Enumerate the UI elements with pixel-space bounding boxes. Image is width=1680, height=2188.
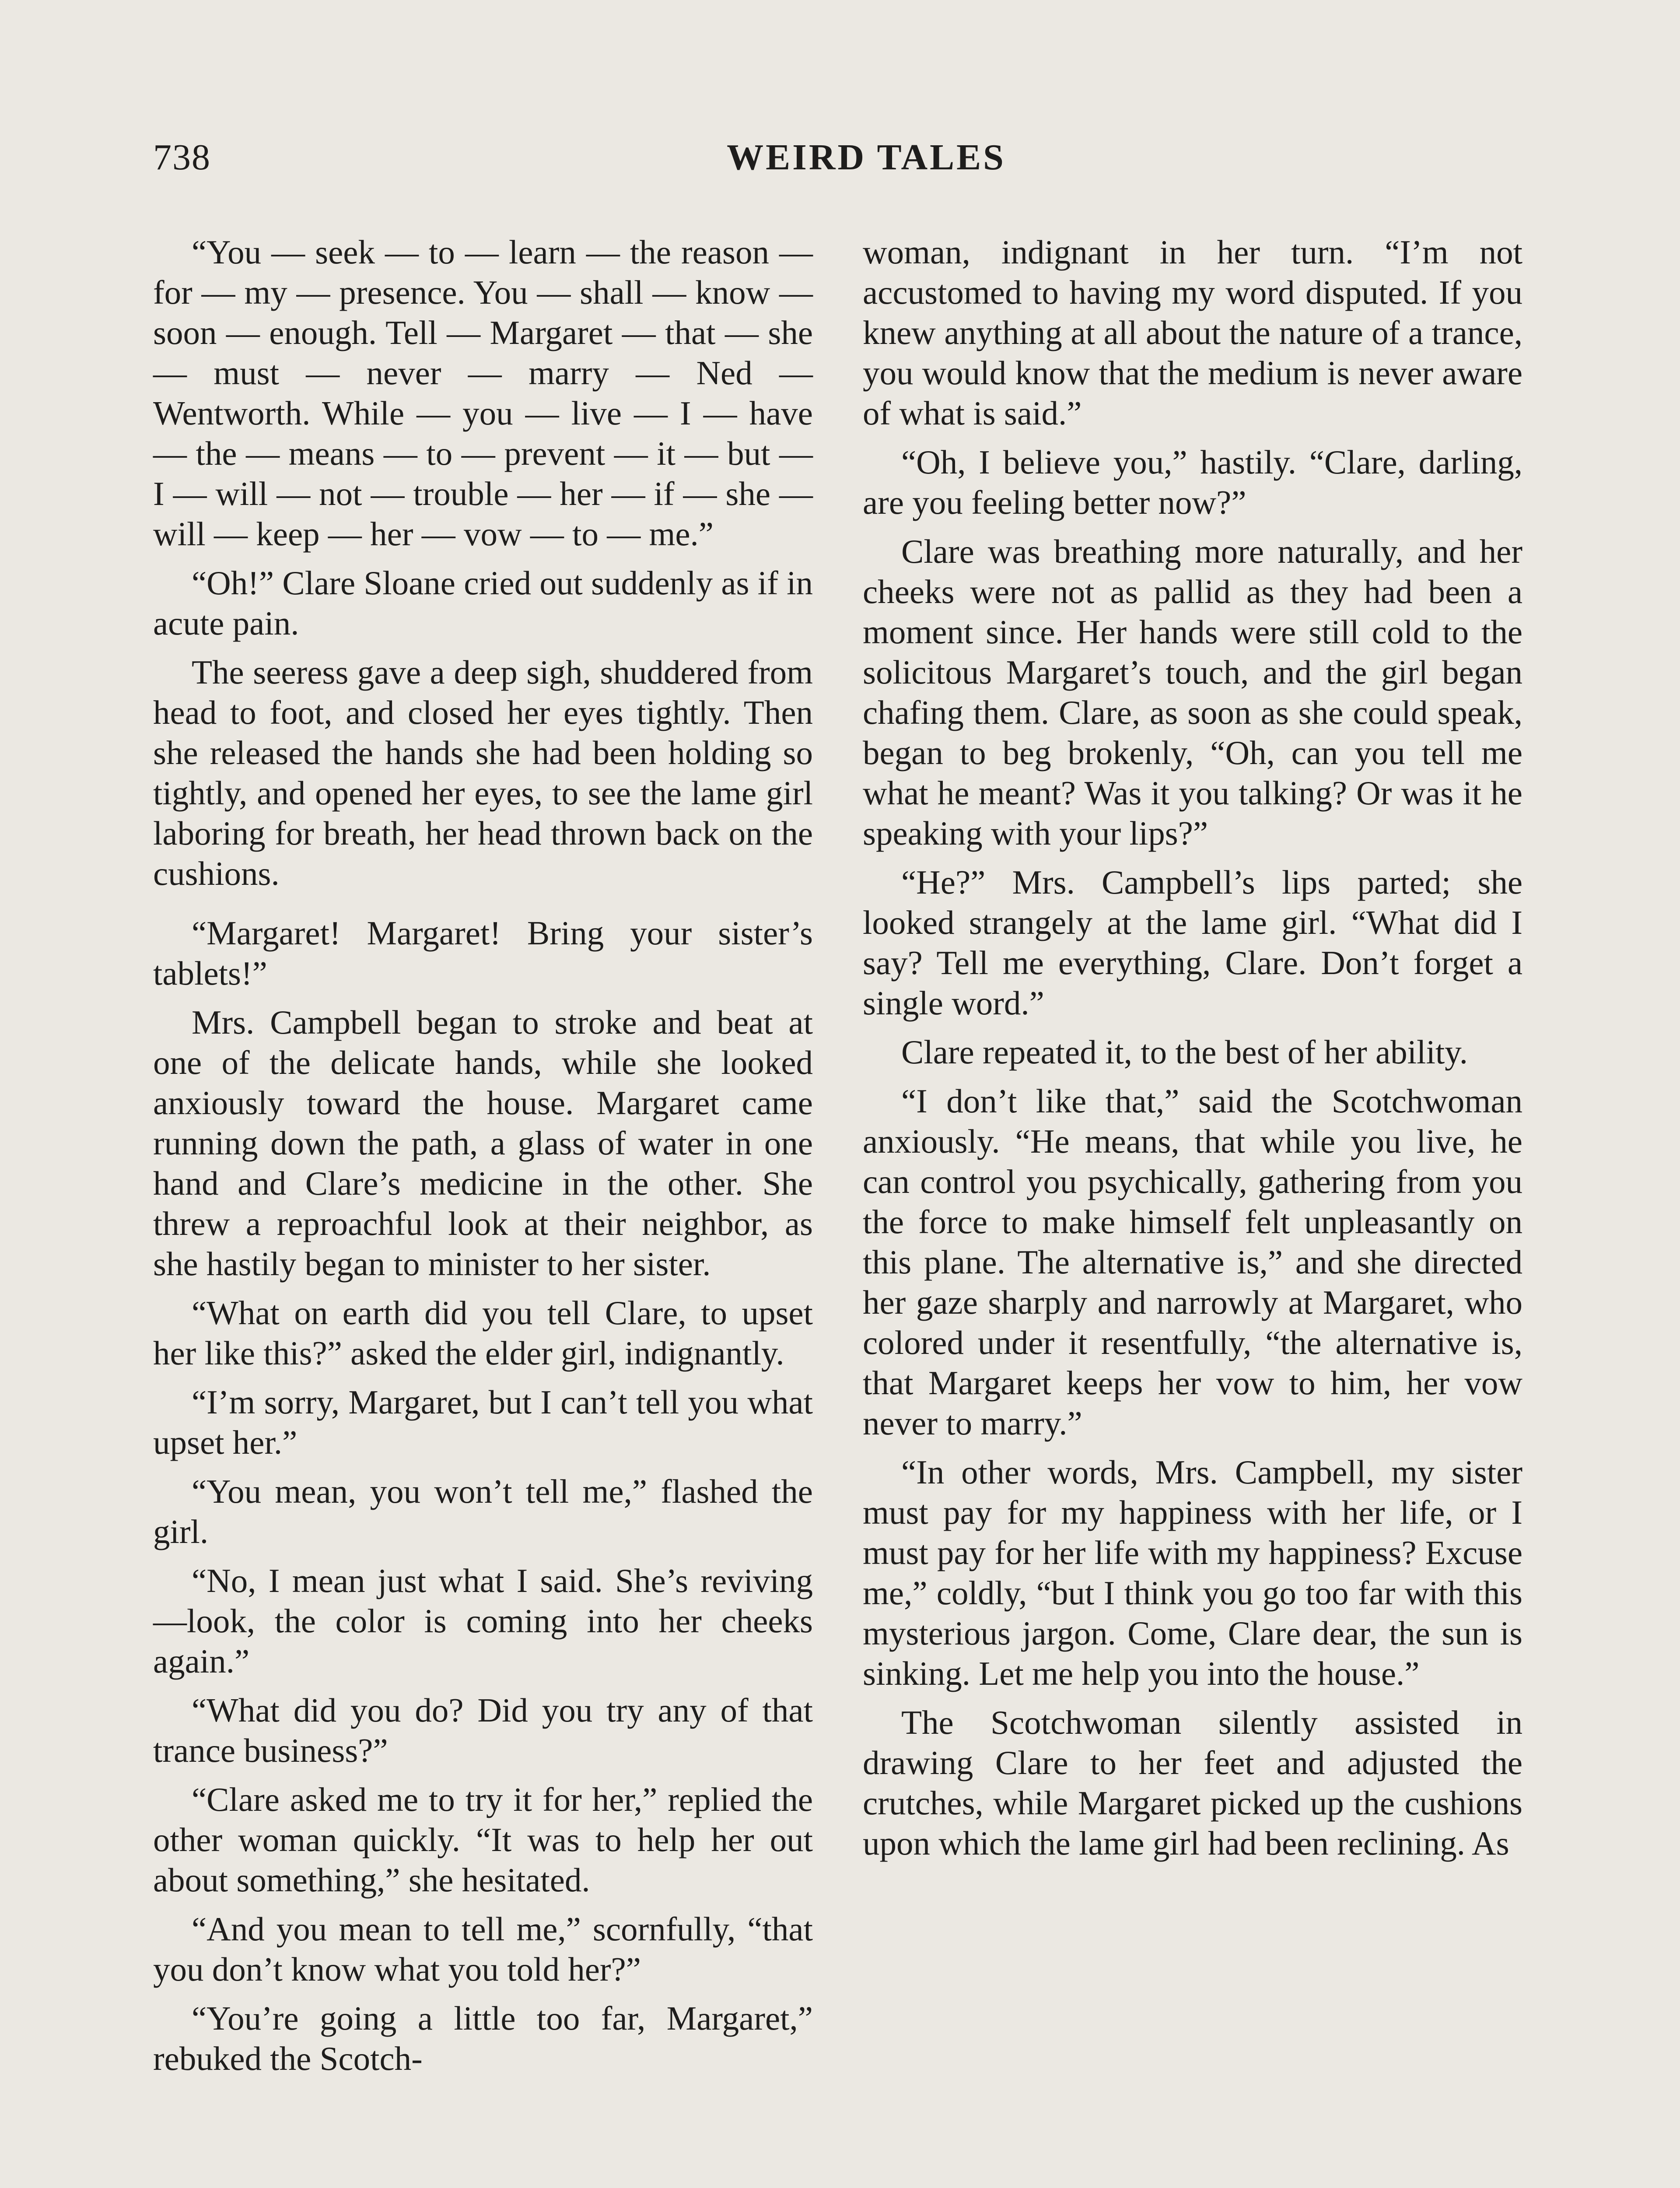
paragraph: “I don’t like that,” said the Scotchwoman anxiously. “He means, that while you live, he can control you psychically, gathering from you the force to make himself felt unpleasantly on this plane. The alternative is,” and she directed her gaze sharply and narrowly at Margaret, who colored under it resentfully, “the alternative is, that Margaret keeps her vow to him, her vow never to marry.” [863,1082,1522,1442]
paragraph: “No, I mean just what I said. She’s reviving—look, the color is coming into her cheeks again.” [153,1562,813,1680]
paragraph: “Clare asked me to try it for her,” replied the other woman quickly. “It was to help her out about something,” she hesitated. [153,1781,813,1899]
paragraph: The Scotchwoman silently assisted in drawing Clare to her feet and adjusted the crutches, while Margaret picked up the cushions upon which the lame girl had been reclining. As [863,1704,1522,1862]
paragraph: Clare repeated it, to the best of her ability. [901,1033,1468,1071]
paragraph: “What did you do? Did you try any of that trance business?” [153,1691,813,1769]
paragraph: The seeress gave a deep sigh, shuddered from head to foot, and closed her eyes tightly. Then she released the hands she had been holding so tightly, and opened her eyes, to see the lame girl laboring for breath, her head thrown back on the cushions. [153,653,813,892]
paragraph: “You — seek — to — learn — the reason — for — my — presence. You — shall — know — soon — enough. Tell — Margaret — that — she — must — never — marry — Ned — Wentworth. While — you — live — I — have — the — means — to — prevent — it — but — I — will — not — trouble — her — if — she — will — keep — her — vow — to — me.” [153,233,813,553]
paragraph: Clare was breathing more naturally, and her cheeks were not as pallid as they had been a moment since. Her hands were still cold to the solicitous Margaret’s touch, and the girl began chafing them. Clare, as soon as she could speak, began to beg brokenly, “Oh, can you tell me what he meant? Was it you talking? Or was it he speaking with your lips?” [863,533,1522,852]
paragraph: “Oh, I believe you,” hastily. “Clare, darling, are you feeling better now?” [863,443,1522,521]
running-head [153,133,1531,182]
paragraph: “You mean, you won’t tell me,” flashed the girl. [153,1473,813,1550]
paragraph: Mrs. Campbell began to stroke and beat at one of the delicate hands, while she looked anxiously toward the house. Margaret came running down the path, a glass of water in one hand and Clare’s medicine in the other. She threw a reproachful look at their neighbor, as she hastily began to minister to her sister. [153,1003,813,1283]
paragraph: “And you mean to tell me,” scornfully, “that you don’t know what you told her?” [153,1910,813,1988]
left-column [153,232,813,2087]
paragraph: “What on earth did you tell Clare, to upset her like this?” asked the elder girl, indignantly. [153,1294,813,1372]
paragraph: “In other words, Mrs. Campbell, my sister must pay for my happiness with her life, or I must pay for her life with my happiness? Excuse me,” coldly, “but I think you go too far with this mysterious jargon. Come, Clare dear, the sun is sinking. Let me help you into the house.” [863,1453,1522,1692]
page-number: 738 [153,137,211,178]
paragraph: “Margaret! Margaret! Bring your sister’s tablets!” [153,914,813,992]
paragraph: “I’m sorry, Margaret, but I can’t tell you what upset her.” [153,1383,813,1461]
paragraph: “You’re going a little too far, Margaret,” rebuked the Scotch- [153,1999,813,2077]
magazine-title: WEIRD TALES [727,137,1006,178]
paragraph: woman, indignant in her turn. “I’m not accustomed to having my word disputed. If you knew anything at all about the nature of a trance, you would know that the medium is never aware of what is said.” [863,233,1522,432]
paragraph: “He?” Mrs. Campbell’s lips parted; she looked strangely at the lame girl. “What did I say? Tell me everything, Clare. Don’t forget a single word.” [863,863,1522,1022]
right-column [863,232,1522,1872]
paragraph: “Oh!” Clare Sloane cried out suddenly as if in acute pain. [153,564,813,642]
